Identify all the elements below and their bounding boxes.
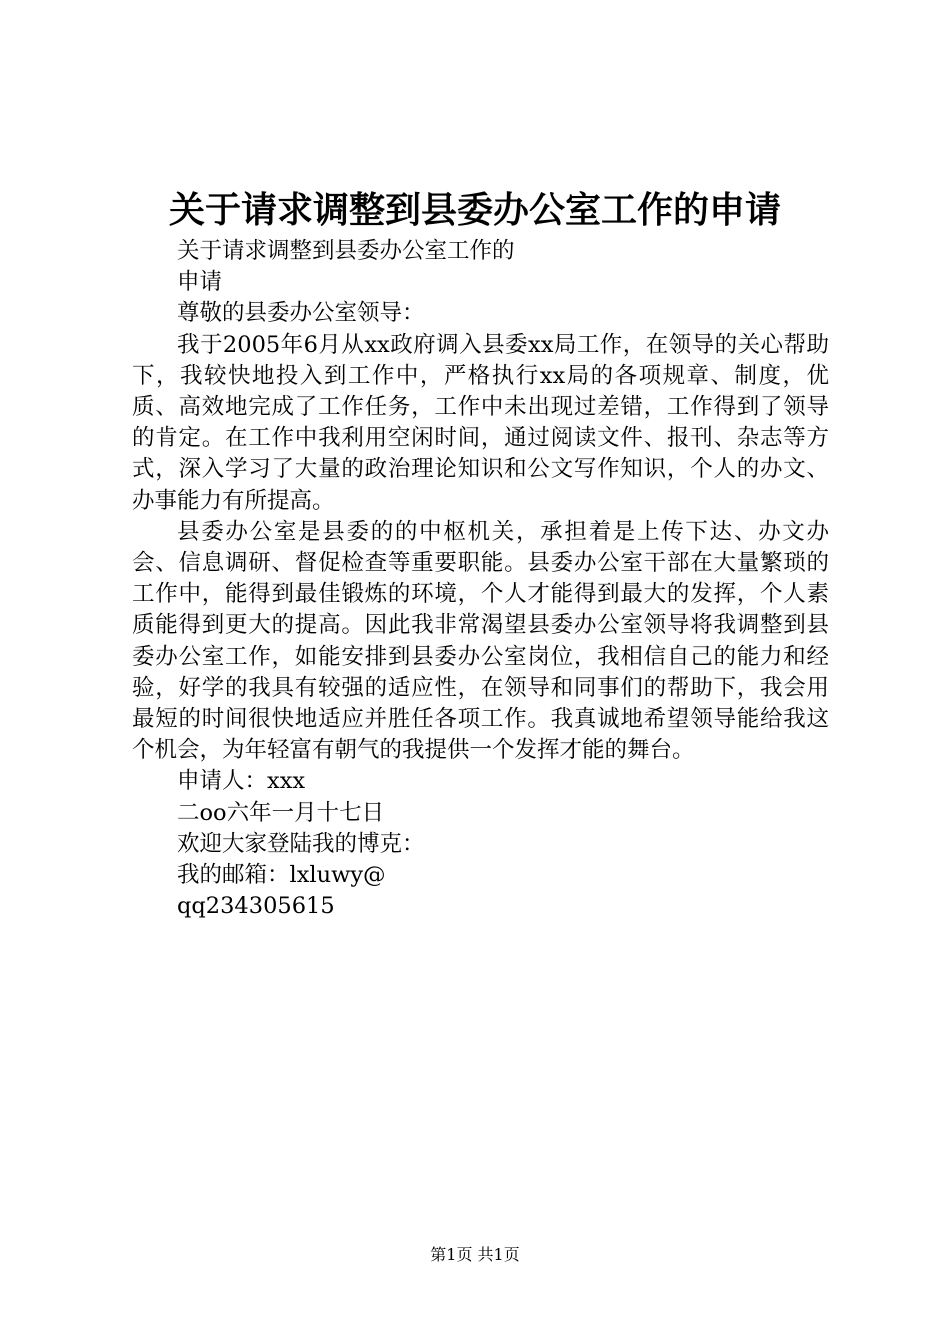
applicant-signature: 申请人：xxx <box>177 768 306 795</box>
subtitle-line-1: 关于请求调整到县委办公室工作的 <box>177 238 515 264</box>
welcome-line: 欢迎大家登陆我的博克： <box>177 830 425 857</box>
body-paragraph: 县委办公室是县委的的中枢机关，承担着是上传下达、办文办会、信息调研、督促检查等重要职能。县委办公室干部在大量繁琐的工作中，能得到最佳锻炼的环境，个人才能得到最大的发挥，个人素质能得到更大的提高。因此我非常渴望县委办公室领导将我调整到县委办公室工作，如能安排到县委办公室岗位，我相信自己的能力和经验，好学的我具有较强的适应性，在领导和同事们的帮助下，我会用最短的时间很快地适应并胜任各项工作。我真诚地希望领导能给我这个机会，为年轻富有朝气的我提供一个发挥才能的舞台。 <box>132 518 829 764</box>
document-title: 关于请求调整到县委办公室工作的申请 <box>168 189 781 231</box>
salutation: 尊敬的县委办公室领导： <box>177 300 425 327</box>
page-footer: 第1页 共1页 <box>430 1245 520 1264</box>
application-date: 二oo六年一月十七日 <box>177 799 385 826</box>
body-paragraph: 我于2005年6月从xx政府调入县委xx局工作，在领导的关心帮助下，我较快地投入到工作中，严格执行xx局的各项规章、制度，优质、高效地完成了工作任务，工作中未出现过差错，工作得到了领导的肯定。在工作中我利用空闲时间，通过阅读文件、报刊、杂志等方式，深入学习了大量的政治理论知识和公文写作知识，个人的办文、办事能力有所提高。 <box>132 331 829 514</box>
email-line: 我的邮箱：lxluwy@ <box>177 862 386 889</box>
document-body <box>132 236 829 922</box>
qq-line: qq234305615 <box>177 893 335 920</box>
subtitle-line-2: 申请 <box>177 269 223 296</box>
